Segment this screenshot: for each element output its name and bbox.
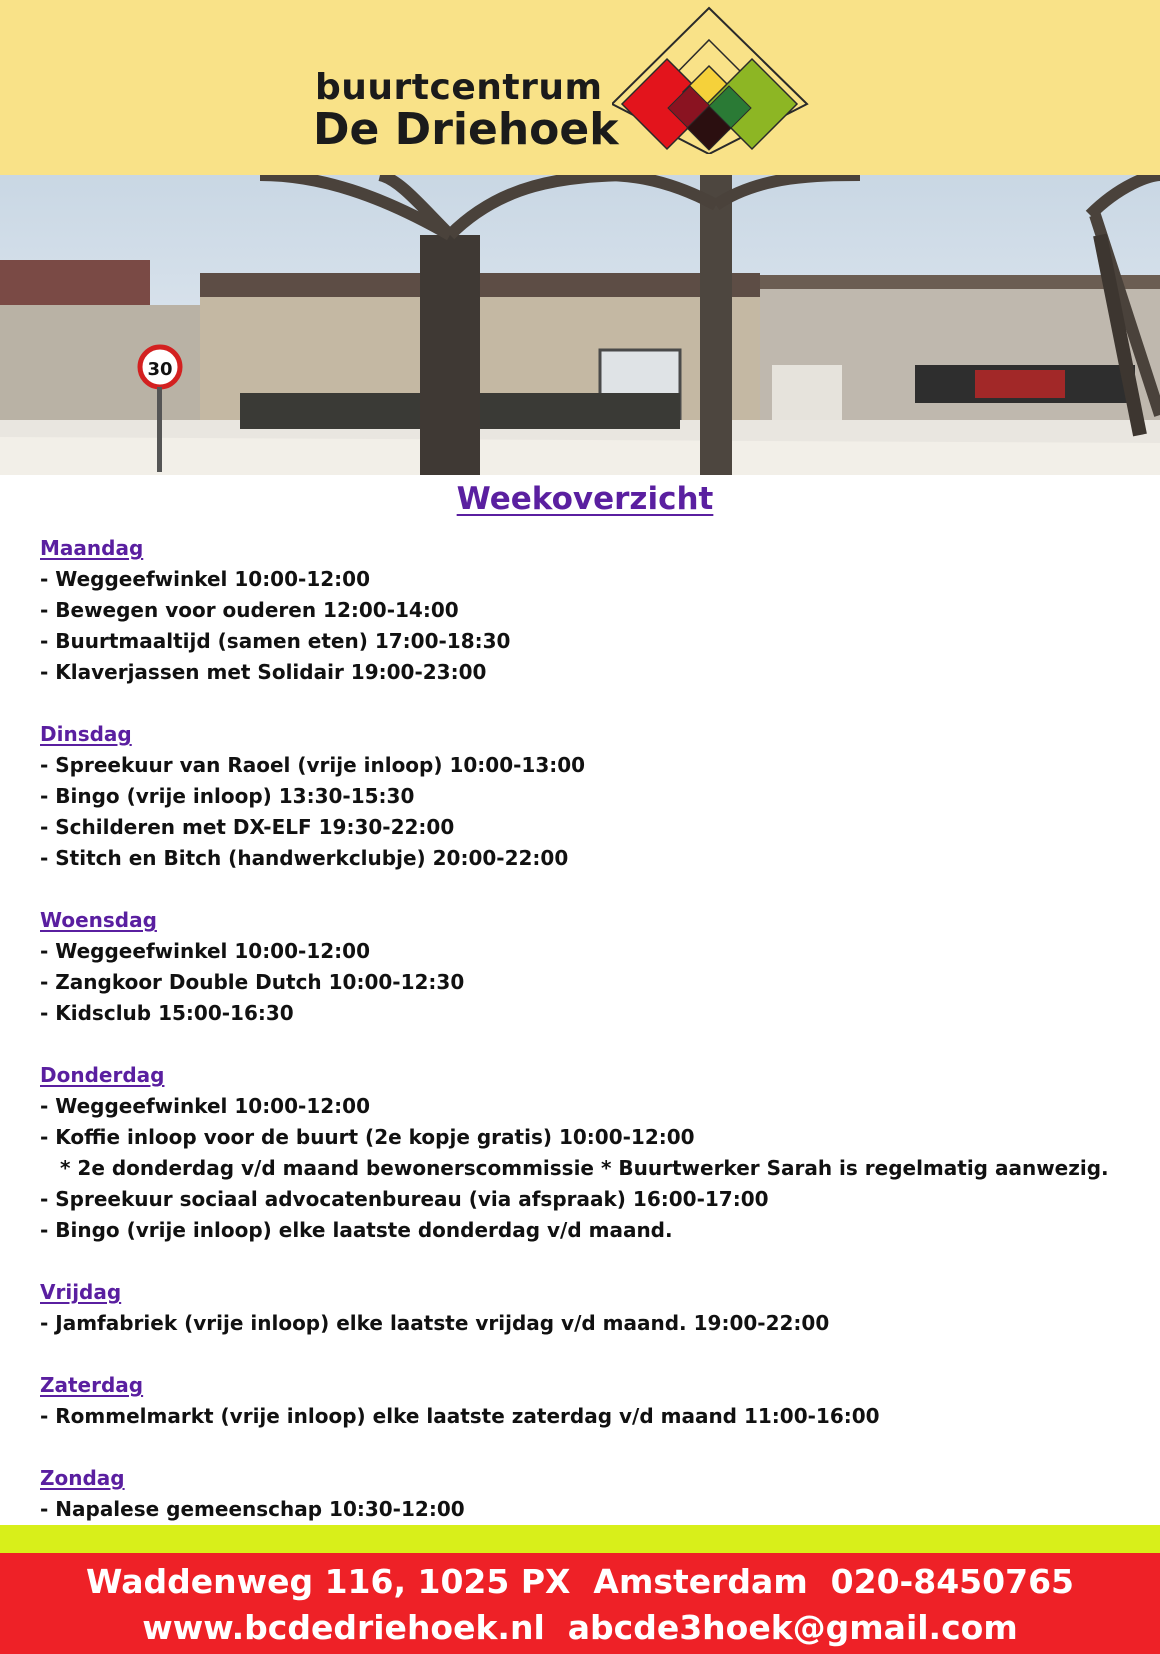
schedule-item: - Koffie inloop voor de buurt (2e kopje gratis) 10:00-12:00: [40, 1125, 695, 1149]
footer-stripe: [0, 1525, 1160, 1553]
brand-name-line2: De Driehoek: [313, 104, 619, 155]
schedule-item: - Rommelmarkt (vrije inloop) elke laatste zaterdag v/d maand 11:00-16:00: [40, 1404, 880, 1428]
day-heading: Zondag: [40, 1466, 125, 1490]
brand-name-line1: buurtcentrum: [315, 67, 603, 108]
schedule-item: - Weggeefwinkel 10:00-12:00: [40, 567, 370, 591]
schedule-item: - Bewegen voor ouderen 12:00-14:00: [40, 598, 459, 622]
footer: [0, 1553, 1160, 1654]
weekly-schedule: [40, 533, 1140, 1556]
day-heading: Donderdag: [40, 1063, 165, 1087]
day-block-maandag: [40, 533, 1140, 688]
schedule-item: - Weggeefwinkel 10:00-12:00: [40, 939, 370, 963]
header: [0, 0, 1160, 175]
schedule-section: [0, 478, 1160, 1521]
day-block-donderdag: [40, 1060, 1140, 1246]
day-block-vrijdag: [40, 1277, 1140, 1339]
day-block-zaterdag: [40, 1370, 1140, 1432]
day-block-dinsdag: [40, 719, 1140, 874]
diamond-logo-icon: [612, 4, 822, 154]
schedule-item: - Stitch en Bitch (handwerkclubje) 20:00-22:00: [40, 846, 569, 870]
schedule-item: - Jamfabriek (vrije inloop) elke laatste vrijdag v/d maand. 19:00-22:00: [40, 1311, 830, 1335]
schedule-item: - Bingo (vrije inloop) elke laatste donderdag v/d maand.: [40, 1218, 673, 1242]
schedule-item: - Klaverjassen met Solidair 19:00-23:00: [40, 660, 487, 684]
day-heading: Dinsdag: [40, 722, 132, 746]
schedule-item: * 2e donderdag v/d maand bewonerscommissie * Buurtwerker Sarah is regelmatig aanwezig.: [60, 1156, 1109, 1180]
day-heading: Maandag: [40, 536, 144, 560]
community-center-photo: [0, 175, 1160, 475]
schedule-item: - Schilderen met DX-ELF 19:30-22:00: [40, 815, 455, 839]
day-heading: Woensdag: [40, 908, 157, 932]
schedule-item: - Bingo (vrije inloop) 13:30-15:30: [40, 784, 415, 808]
address-line: Waddenweg 116, 1025 PX Amsterdam 020-8450765: [85, 1562, 1074, 1601]
schedule-item: - Buurtmaaltijd (samen eten) 17:00-18:30: [40, 629, 511, 653]
schedule-item: - Spreekuur sociaal advocatenbureau (via afspraak) 16:00-17:00: [40, 1187, 769, 1211]
schedule-item: - Kidsclub 15:00-16:30: [40, 1001, 294, 1025]
schedule-item: - Weggeefwinkel 10:00-12:00: [40, 1094, 370, 1118]
day-heading: Zaterdag: [40, 1373, 144, 1397]
schedule-item: - Spreekuur van Raoel (vrije inloop) 10:00-13:00: [40, 753, 586, 777]
day-block-woensdag: [40, 905, 1140, 1029]
day-block-zondag: [40, 1463, 1140, 1525]
schedule-item: - Napalese gemeenschap 10:30-12:00: [40, 1497, 465, 1521]
page-title: Weekoverzicht: [456, 481, 714, 517]
web-contact-line: www.bcdedriehoek.nl abcde3hoek@gmail.com: [142, 1608, 1018, 1647]
day-heading: Vrijdag: [40, 1280, 122, 1304]
svg-text:30: 30: [147, 359, 173, 380]
schedule-item: - Zangkoor Double Dutch 10:00-12:30: [40, 970, 465, 994]
